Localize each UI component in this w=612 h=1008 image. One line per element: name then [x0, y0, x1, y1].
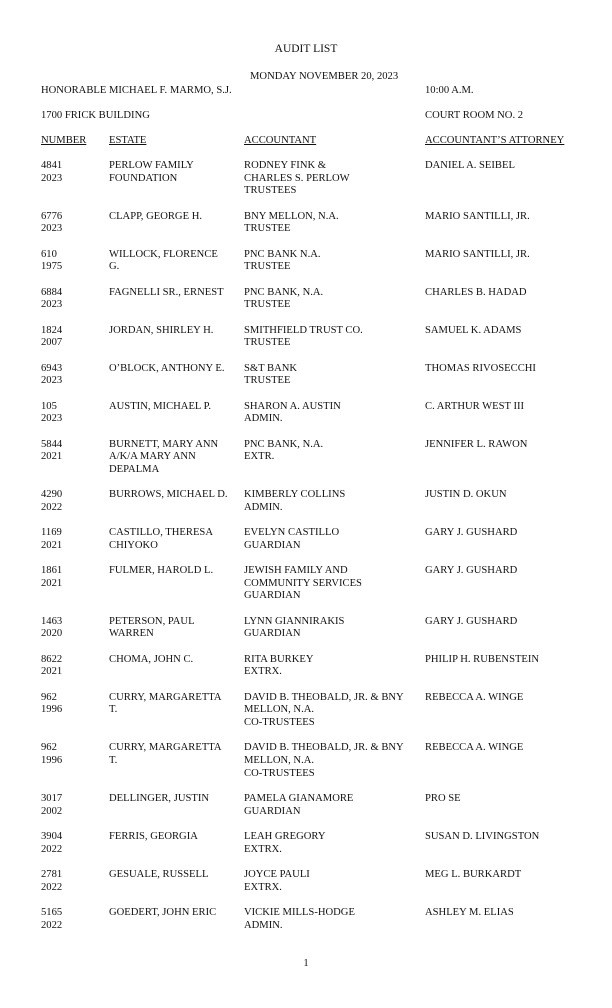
- table-row: [0, 793, 612, 831]
- case-number: 962 1996: [41, 742, 63, 766]
- attorney-name: REBECCA A. WINGE: [425, 742, 524, 754]
- attorney-name: SUSAN D. LIVINGSTON: [425, 830, 540, 842]
- attorney-name: MEG L. BURKARDT: [425, 868, 522, 880]
- table-row: [0, 869, 612, 907]
- accountant-name: PNC BANK, N.A. TRUSTEE: [244, 286, 324, 311]
- attorney-name: GARY J. GUSHARD: [425, 615, 518, 627]
- estate-name: CLAPP, GEORGE H.: [109, 210, 202, 222]
- case-number: 610 1975: [41, 248, 63, 273]
- case-number: 1824 2007: [41, 324, 63, 349]
- case-number: 1861 2021: [41, 565, 63, 589]
- judge-name: HONORABLE MICHAEL F. MARMO, S.J.: [41, 85, 232, 96]
- accountant-name: PNC BANK N.A. TRUSTEE: [244, 248, 321, 273]
- courtroom-number: COURT ROOM NO. 2: [425, 110, 524, 121]
- table-row: [0, 160, 612, 211]
- estate-name: O’BLOCK, ANTHONY E.: [109, 362, 225, 374]
- table-row: [0, 287, 612, 325]
- accountant-name: SHARON A. AUSTIN ADMIN.: [244, 400, 341, 425]
- header-estate: ESTATE: [109, 135, 147, 146]
- estate-name: PETERSON, PAUL WARREN: [109, 615, 195, 640]
- estate-name: WILLOCK, FLORENCE G.: [109, 248, 218, 273]
- hearing-time: 10:00 A.M.: [425, 85, 474, 96]
- estate-name: FERRIS, GEORGIA: [109, 830, 198, 842]
- table-row: [0, 831, 612, 869]
- case-number: 1169 2021: [41, 527, 63, 551]
- building-address: 1700 FRICK BUILDING: [41, 110, 150, 121]
- table-row: [0, 211, 612, 249]
- case-number: 6943 2023: [41, 362, 63, 387]
- case-number: 1463 2020: [41, 615, 63, 640]
- table-row: [0, 401, 612, 439]
- case-number: 3017 2002: [41, 792, 63, 817]
- table-row: [0, 325, 612, 363]
- estate-name: GESUALE, RUSSELL: [109, 868, 209, 880]
- header-number: NUMBER: [41, 135, 87, 146]
- accountant-name: LYNN GIANNIRAKIS GUARDIAN: [244, 615, 345, 640]
- attorney-name: JENNIFER L. RAWON: [425, 438, 528, 450]
- column-headers: [0, 135, 612, 149]
- table-row: [0, 565, 612, 616]
- attorney-name: MARIO SANTILLI, JR.: [425, 248, 530, 260]
- case-number: 4290 2022: [41, 489, 63, 513]
- accountant-name: RITA BURKEY EXTRX.: [244, 653, 314, 678]
- accountant-name: PNC BANK, N.A. EXTR.: [244, 438, 324, 463]
- attorney-name: THOMAS RIVOSECCHI: [425, 362, 536, 374]
- accountant-name: SMITHFIELD TRUST CO. TRUSTEE: [244, 324, 363, 349]
- table-row: [0, 742, 612, 793]
- estate-name: FULMER, HAROLD L.: [109, 565, 214, 577]
- accountant-name: S&T BANK TRUSTEE: [244, 362, 298, 387]
- estate-name: DELLINGER, JUSTIN: [109, 792, 210, 804]
- attorney-name: GARY J. GUSHARD: [425, 565, 518, 577]
- table-row: [0, 439, 612, 490]
- accountant-name: VICKIE MILLS-HODGE ADMIN.: [244, 906, 355, 931]
- table-row: [0, 249, 612, 287]
- page-number: 1: [303, 958, 309, 969]
- table-row: [0, 363, 612, 401]
- accountant-name: LEAH GREGORY EXTRX.: [244, 830, 326, 855]
- case-number: 6884 2023: [41, 286, 63, 311]
- table-row: [0, 527, 612, 565]
- accountant-name: RODNEY FINK & CHARLES S. PERLOW TRUSTEES: [244, 160, 350, 197]
- attorney-name: DANIEL A. SEIBEL: [425, 160, 515, 171]
- accountant-name: PAMELA GIANAMORE GUARDIAN: [244, 792, 354, 817]
- table-row: [0, 692, 612, 743]
- estate-name: CURRY, MARGARETTA T.: [109, 742, 222, 766]
- case-number: 5844 2021: [41, 438, 63, 463]
- attorney-name: PHILIP H. RUBENSTEIN: [425, 653, 540, 665]
- accountant-name: DAVID B. THEOBALD, JR. & BNY MELLON, N.A. CO-TRUSTEES: [244, 691, 404, 728]
- accountant-name: DAVID B. THEOBALD, JR. & BNY MELLON, N.A. CO-TRUSTEES: [244, 742, 404, 779]
- case-number: 6776 2023: [41, 210, 63, 235]
- attorney-name: C. ARTHUR WEST III: [425, 400, 525, 412]
- hearing-date: MONDAY NOVEMBER 20, 2023: [250, 71, 399, 82]
- attorney-name: SAMUEL K. ADAMS: [425, 324, 522, 336]
- attorney-name: JUSTIN D. OKUN: [425, 489, 507, 501]
- accountant-name: EVELYN CASTILLO GUARDIAN: [244, 527, 340, 551]
- table-row: [0, 616, 612, 654]
- estate-name: FAGNELLI SR., ERNEST: [109, 286, 224, 298]
- estate-name: BURNETT, MARY ANN A/K/A MARY ANN DEPALMA: [109, 438, 219, 475]
- case-number: 4841 2023: [41, 160, 63, 184]
- case-number: 2781 2022: [41, 868, 63, 893]
- attorney-name: MARIO SANTILLI, JR.: [425, 210, 530, 222]
- estate-name: CASTILLO, THERESA CHIYOKO: [109, 527, 213, 551]
- attorney-name: REBECCA A. WINGE: [425, 691, 524, 703]
- accountant-name: KIMBERLY COLLINS ADMIN.: [244, 489, 346, 513]
- attorney-name: CHARLES B. HADAD: [425, 286, 527, 298]
- attorney-name: PRO SE: [425, 792, 461, 804]
- attorney-name: GARY J. GUSHARD: [425, 527, 518, 539]
- case-number: 105 2023: [41, 400, 63, 425]
- estate-name: CURRY, MARGARETTA T.: [109, 691, 222, 716]
- header-attorney: ACCOUNTANT’S ATTORNEY: [425, 135, 565, 146]
- estate-name: JORDAN, SHIRLEY H.: [109, 324, 214, 336]
- table-row: [0, 907, 612, 945]
- table-row: [0, 654, 612, 692]
- case-number: 5165 2022: [41, 906, 63, 931]
- accountant-name: JOYCE PAULI EXTRX.: [244, 868, 310, 893]
- accountant-name: BNY MELLON, N.A. TRUSTEE: [244, 210, 339, 235]
- case-number: 8622 2021: [41, 653, 63, 678]
- estate-name: BURROWS, MICHAEL D.: [109, 489, 228, 501]
- document-title: AUDIT LIST: [274, 43, 338, 55]
- estate-name: AUSTIN, MICHAEL P.: [109, 400, 212, 412]
- accountant-name: JEWISH FAMILY AND COMMUNITY SERVICES GUARDIAN: [244, 565, 362, 602]
- case-number: 962 1996: [41, 691, 63, 716]
- estate-name: GOEDERT, JOHN ERIC: [109, 906, 217, 918]
- case-number: 3904 2022: [41, 830, 63, 855]
- attorney-name: ASHLEY M. ELIAS: [425, 906, 514, 918]
- header-accountant: ACCOUNTANT: [244, 135, 317, 146]
- estate-name: CHOMA, JOHN C.: [109, 653, 194, 665]
- estate-name: PERLOW FAMILY FOUNDATION: [109, 160, 194, 184]
- table-row: [0, 489, 612, 527]
- audit-table: [0, 160, 612, 945]
